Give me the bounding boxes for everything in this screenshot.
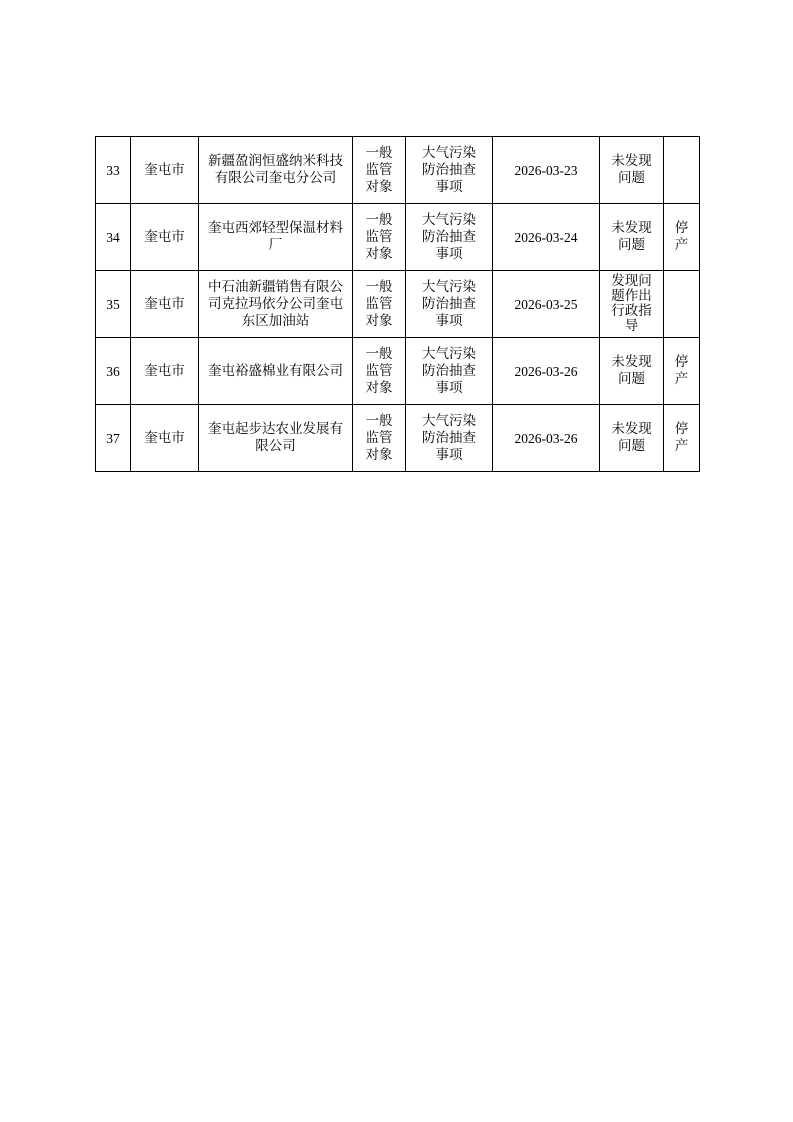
remark-cell [664,271,700,338]
object-type-cell [353,405,406,472]
company-name: 新疆盈润恒盛纳米科技有限公司奎屯分公司 [208,153,343,186]
table-row [96,137,700,204]
inspection-item: 大气污染防治抽查事项 [422,345,476,396]
row-number: 37 [96,405,131,472]
inspection-item-cell [406,405,493,472]
city-cell: 奎屯市 [131,137,199,204]
inspection-item-cell [406,204,493,271]
inspection-date: 2026-03-23 [493,137,600,204]
inspection-item: 大气污染防治抽查事项 [422,211,476,262]
company-name: 奎屯裕盛棉业有限公司 [208,362,343,379]
object-type-cell [353,271,406,338]
result-cell [600,137,664,204]
city-cell: 奎屯市 [131,405,199,472]
result-cell [600,204,664,271]
table-row [96,271,700,338]
inspection-date: 2026-03-24 [493,204,600,271]
result-cell [600,405,664,472]
row-number: 35 [96,271,131,338]
object-type: 一般监管对象 [365,345,393,396]
company-name-cell [199,137,353,204]
inspection-item: 大气污染防治抽查事项 [422,278,476,329]
company-name-cell [199,405,353,472]
city-cell: 奎屯市 [131,338,199,405]
inspection-item: 大气污染防治抽查事项 [422,144,476,195]
inspection-item-cell [406,338,493,405]
inspection-result: 未发现问题 [611,421,652,454]
remark-cell [664,204,700,271]
inspection-result: 未发现问题 [611,220,652,253]
inspection-table [95,136,700,472]
company-name: 奎屯起步达农业发展有限公司 [208,421,343,454]
table-row [96,405,700,472]
result-cell [600,271,664,338]
inspection-date: 2026-03-26 [493,338,600,405]
remark: 停产 [674,421,689,454]
city-cell: 奎屯市 [131,204,199,271]
company-name-cell [199,338,353,405]
object-type: 一般监管对象 [365,144,393,195]
inspection-date: 2026-03-25 [493,271,600,338]
object-type-cell [353,338,406,405]
inspection-item: 大气污染防治抽查事项 [422,412,476,463]
inspection-date: 2026-03-26 [493,405,600,472]
object-type-cell [353,137,406,204]
row-number: 33 [96,137,131,204]
object-type-cell [353,204,406,271]
table-body [96,137,700,472]
table-row [96,204,700,271]
result-cell [600,338,664,405]
company-name: 中石油新疆销售有限公司克拉玛依分公司奎屯东区加油站 [208,278,343,329]
remark-cell [664,405,700,472]
row-number: 34 [96,204,131,271]
remark: 停产 [674,354,689,387]
object-type: 一般监管对象 [365,211,393,262]
object-type: 一般监管对象 [365,412,393,463]
inspection-item-cell [406,137,493,204]
inspection-result: 发现问题作出行政指导 [611,273,652,334]
company-name-cell [199,271,353,338]
remark-cell [664,137,700,204]
remark: 停产 [674,220,689,253]
row-number: 36 [96,338,131,405]
company-name: 奎屯西郊轻型保温材料厂 [208,220,343,253]
object-type: 一般监管对象 [365,278,393,329]
company-name-cell [199,204,353,271]
remark-cell [664,338,700,405]
inspection-result: 未发现问题 [611,153,652,186]
inspection-result: 未发现问题 [611,354,652,387]
city-cell: 奎屯市 [131,271,199,338]
inspection-item-cell [406,271,493,338]
table-row [96,338,700,405]
